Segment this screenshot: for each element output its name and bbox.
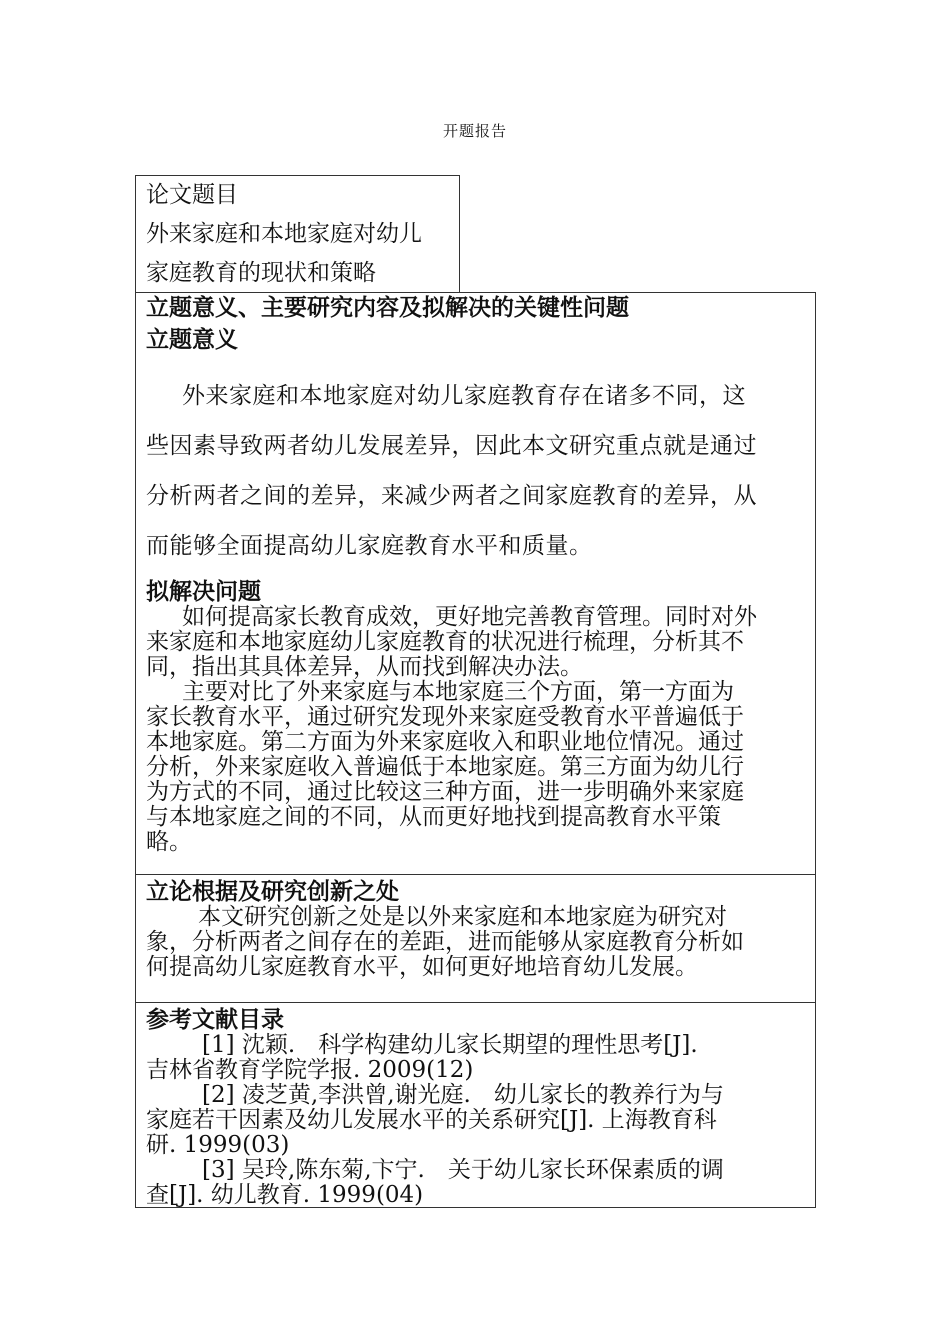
references-list: [146, 1033, 805, 1208]
reference-line: 查[J]. 幼儿教育. 1999(04): [146, 1182, 424, 1208]
text-line: 略。: [146, 829, 192, 855]
basis-heading: 立论根据及研究创新之处: [146, 878, 399, 905]
text-line: 为方式的不同，通过比较这三种方面，进一步明确外来家庭: [146, 779, 744, 805]
text-line: 外来家庭和本地家庭对幼儿家庭教育存在诸多不同，这: [182, 383, 746, 409]
text-line: 分析，外来家庭收入普遍低于本地家庭。第三方面为幼儿行: [146, 754, 744, 780]
text-line: 主要对比了外来家庭与本地家庭三个方面，第一方面为: [182, 679, 734, 705]
reference-line: 家庭若干因素及幼儿发展水平的关系研究[J]. 上海教育科: [146, 1107, 717, 1133]
reference-line: [2] 凌芝黄,李洪曾,谢光庭. 幼儿家长的教养行为与: [202, 1082, 724, 1108]
problem-paragraph: [146, 605, 805, 855]
text-line: 分析两者之间的差异，来减少两者之间家庭教育的差异，从: [146, 483, 757, 509]
section-references: [136, 1002, 815, 1207]
text-line: 同，指出其具体差异，从而找到解决办法。: [146, 654, 583, 680]
text-line: 家长教育水平，通过研究发现外来家庭受教育水平普遍低于: [146, 704, 744, 730]
problem-heading: 拟解决问题: [146, 578, 261, 605]
significance-heading: 立题意义: [146, 326, 238, 353]
thesis-title-cell: [135, 175, 460, 292]
text-line: 些因素导致两者幼儿发展差异，因此本文研究重点就是通过: [146, 433, 757, 459]
thesis-title-line-2: 家庭教育的现状和策略: [146, 260, 376, 286]
text-line: 来家庭和本地家庭幼儿家庭教育的状况进行梳理，分析其不: [146, 629, 744, 655]
text-line: 象，分析两者之间存在的差距，进而能够从家庭教育分析如: [146, 929, 744, 955]
reference-line: 吉林省教育学院学报. 2009(12): [146, 1057, 474, 1083]
reference-line: 研. 1999(03): [146, 1132, 290, 1158]
text-line: 而能够全面提高幼儿家庭教育水平和质量。: [146, 533, 593, 559]
section-significance: [136, 293, 815, 874]
text-line: 何提高幼儿家庭教育水平，如何更好地培育幼儿发展。: [146, 954, 698, 980]
thesis-title-label: 论文题目: [146, 182, 238, 208]
proposal-table: [135, 292, 816, 1208]
basis-paragraph: [146, 905, 805, 980]
text-line: 本文研究创新之处是以外来家庭和本地家庭为研究对: [198, 904, 727, 930]
references-heading: 参考文献目录: [146, 1006, 284, 1033]
reference-line: [1] 沈颖. 科学构建幼儿家长期望的理性思考[J].: [202, 1032, 698, 1058]
thesis-title-line-1: 外来家庭和本地家庭对幼儿: [146, 221, 422, 247]
text-line: 如何提高家长教育成效，更好地完善教育管理。同时对外: [182, 604, 757, 630]
section-basis-innovation: [136, 874, 815, 1002]
text-line: 本地家庭。第二方面为外来家庭收入和职业地位情况。通过: [146, 729, 744, 755]
section-heading: 立题意义、主要研究内容及拟解决的关键性问题: [146, 294, 629, 321]
reference-line: [3] 吴玲,陈东菊,卞宁. 关于幼儿家长环保素质的调: [202, 1157, 724, 1183]
significance-paragraph: [146, 371, 805, 571]
page-header-title: 开题报告: [442, 122, 507, 140]
text-line: 与本地家庭之间的不同，从而更好地找到提高教育水平策: [146, 804, 721, 830]
